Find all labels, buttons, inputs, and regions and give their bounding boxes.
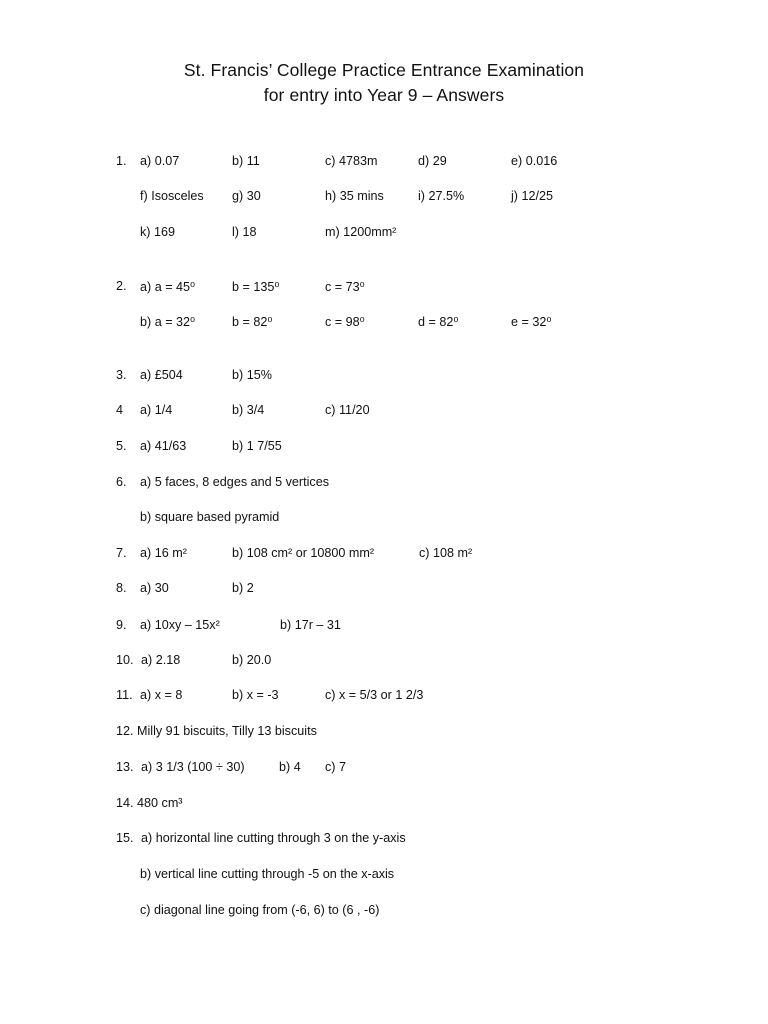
q1-answer-i: i) 27.5% [418,189,465,203]
q7-answer-c: c) 108 m² [419,546,473,560]
q10-number: 10. [116,653,134,667]
q7-answer-b: b) 108 cm² or 10800 mm² [232,546,375,560]
q15-number: 15. [116,831,134,845]
q10-answer-a: a) 2.18 [141,653,181,667]
q2a-angle-a: a) a = 45⁰ [140,280,196,294]
q2b-angle-a: b) a = 32⁰ [140,315,196,329]
q3-answer-b: b) 15% [232,368,272,382]
q14-row [0,796,768,816]
q10-row [0,653,768,673]
q5-answer-a: a) 41/63 [140,439,187,453]
q1-answer-k: k) 169 [140,225,176,239]
q1-answer-j: j) 12/25 [511,189,554,203]
q7-answer-a: a) 16 m² [140,546,187,560]
q3-answer-a: a) £504 [140,368,183,382]
q9-number: 9. [116,618,127,632]
q2-row2 [0,314,768,334]
q12-answer: 12. Milly 91 biscuits, Tilly 13 biscuits [116,724,317,738]
q1-answer-c: c) 4783m [325,154,378,168]
q2-row1 [0,279,768,299]
q15-answer-c: c) diagonal line going from (-6, 6) to (6 , -6) [140,903,380,917]
q12-row [0,724,768,744]
q11-answer-b: b) x = -3 [232,688,279,702]
page-title-line1: St. Francis’ College Practice Entrance Examination [183,60,585,80]
q11-answer-c: c) x = 5/3 or 1 2/3 [325,688,424,702]
q1-answer-d: d) 29 [418,154,447,168]
q13-row [0,760,768,780]
q6-row2 [0,510,768,530]
q13-answer-b: b) 4 [279,760,301,774]
q1-row1 [0,154,768,174]
q7-row [0,546,768,566]
q4-row [0,403,768,423]
q15-row3 [0,903,768,923]
q5-number: 5. [116,439,127,453]
q15-answer-b: b) vertical line cutting through -5 on the x-axis [140,867,395,881]
q1-answer-f: f) Isosceles [140,189,204,203]
q1-answer-e: e) 0.016 [511,154,558,168]
q6-answer-a: a) 5 faces, 8 edges and 5 vertices [140,475,330,489]
q2b-angle-b: b = 82⁰ [232,315,273,329]
q3-number: 3. [116,368,127,382]
q2b-angle-c: c = 98⁰ [325,315,365,329]
q15-row1 [0,831,768,851]
q8-answer-a: a) 30 [140,581,169,595]
q2b-angle-d: d = 82⁰ [418,315,459,329]
q1-answer-g: g) 30 [232,189,261,203]
page-title-line2: for entry into Year 9 – Answers [263,85,505,105]
q8-answer-b: b) 2 [232,581,254,595]
q6-number: 6. [116,475,127,489]
q1-answer-h: h) 35 mins [325,189,384,203]
q8-row [0,581,768,601]
q15-row2 [0,867,768,887]
q4-answer-c: c) 11/20 [325,403,370,417]
q5-row [0,439,768,459]
q2-number: 2. [116,279,127,293]
q1-row2 [0,189,768,209]
q1-answer-l: l) 18 [232,225,257,239]
q9-answer-b: b) 17r – 31 [280,618,341,632]
q1-row3 [0,225,768,245]
q2a-angle-b: b = 135⁰ [232,280,280,294]
q2b-angle-e: e = 32⁰ [511,315,552,329]
q11-answer-a: a) x = 8 [140,688,183,702]
q11-row [0,688,768,708]
q1-answer-a: a) 0.07 [140,154,180,168]
q9-answer-a: a) 10xy – 15x² [140,618,220,632]
q14-answer: 14. 480 cm³ [116,796,183,810]
q1-answer-m: m) 1200mm² [325,225,397,239]
q1-number: 1. [116,154,127,168]
q15-answer-a: a) horizontal line cutting through 3 on the y-axis [141,831,406,845]
q11-number: 11. [116,688,133,702]
q13-number: 13. [116,760,134,774]
q13-answer-a: a) 3 1/3 (100 ÷ 30) [141,760,245,774]
q6-answer-b: b) square based pyramid [140,510,280,524]
q5-answer-b: b) 1 7/55 [232,439,282,453]
q6-row1 [0,475,768,495]
q4-answer-a: a) 1/4 [140,403,173,417]
q9-row [0,618,768,638]
q4-answer-b: b) 3/4 [232,403,265,417]
q13-answer-c: c) 7 [325,760,346,774]
q4-number: 4 [116,403,124,417]
q3-row [0,368,768,388]
q10-answer-b: b) 20.0 [232,653,272,667]
q2a-angle-c: c = 73⁰ [325,280,365,294]
q1-answer-b: b) 11 [232,154,260,168]
q8-number: 8. [116,581,127,595]
q7-number: 7. [116,546,127,560]
